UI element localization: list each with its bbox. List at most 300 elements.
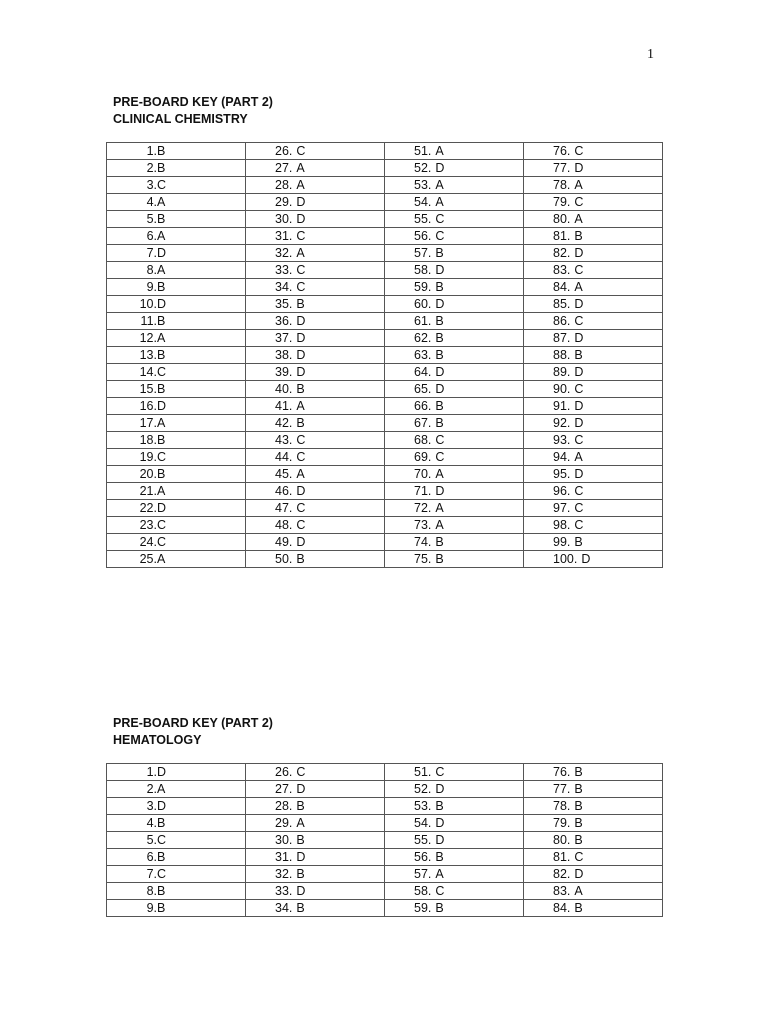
answer-cell (246, 313, 385, 330)
answer-letter: C (574, 144, 584, 158)
table-row (107, 347, 663, 364)
answer-cell (524, 849, 663, 866)
table-row (107, 279, 663, 296)
answer-letter: C (435, 433, 445, 447)
answer-cell (246, 551, 385, 568)
question-number: 45. (275, 467, 293, 481)
table-row (107, 832, 663, 849)
answer-cell (385, 398, 524, 415)
answer-cell (524, 832, 663, 849)
question-number: 29. (275, 816, 293, 830)
answer-letter: B (574, 901, 583, 915)
question-number: 54. (414, 816, 432, 830)
answer-cell (246, 330, 385, 347)
answer-cell (385, 177, 524, 194)
answer-cell (107, 500, 246, 517)
answer-letter: A (435, 518, 444, 532)
answer-cell (246, 900, 385, 917)
question-number: 77. (553, 161, 571, 175)
question-number: 6. (146, 850, 157, 864)
answer-letter: D (296, 195, 306, 209)
answer-letter: D (435, 263, 445, 277)
answer-cell (107, 815, 246, 832)
question-number: 40. (275, 382, 293, 396)
answer-letter: A (157, 331, 166, 345)
answer-cell (524, 279, 663, 296)
question-number: 83. (553, 884, 571, 898)
answer-letter: C (435, 450, 445, 464)
table-row (107, 313, 663, 330)
answer-letter: C (157, 535, 167, 549)
answer-letter: C (435, 765, 445, 779)
answer-cell (385, 466, 524, 483)
answer-letter: B (435, 280, 444, 294)
answer-cell (246, 483, 385, 500)
question-number: 25. (139, 552, 157, 566)
answer-cell (385, 500, 524, 517)
answer-cell (524, 347, 663, 364)
question-number: 11. (140, 314, 157, 328)
answer-cell (385, 313, 524, 330)
question-number: 6. (146, 229, 157, 243)
answer-letter: C (574, 484, 584, 498)
question-number: 29. (275, 195, 293, 209)
question-number: 76. (553, 765, 571, 779)
answer-letter: C (574, 850, 584, 864)
answer-cell (385, 815, 524, 832)
answer-cell (524, 143, 663, 160)
question-number: 43. (275, 433, 293, 447)
answer-letter: D (574, 399, 584, 413)
answer-cell (246, 177, 385, 194)
answer-letter: B (435, 799, 444, 813)
answer-cell (385, 262, 524, 279)
question-number: 85. (553, 297, 571, 311)
question-number: 10. (139, 297, 157, 311)
table-row (107, 143, 663, 160)
section-heading-title: PRE-BOARD KEY (PART 2) (113, 716, 273, 730)
question-number: 71. (414, 484, 432, 498)
question-number: 20. (139, 467, 157, 481)
question-number: 100. (553, 552, 578, 566)
answer-cell (524, 781, 663, 798)
answer-letter: B (296, 867, 305, 881)
answer-letter: B (157, 382, 166, 396)
question-number: 69. (414, 450, 432, 464)
answer-cell (385, 449, 524, 466)
question-number: 13. (139, 348, 157, 362)
answer-cell (385, 194, 524, 211)
answer-cell (524, 330, 663, 347)
table-row (107, 415, 663, 432)
question-number: 90. (553, 382, 571, 396)
answer-cell (524, 815, 663, 832)
question-number: 35. (275, 297, 293, 311)
answer-letter: B (296, 297, 305, 311)
section-heading-title: PRE-BOARD KEY (PART 2) (113, 95, 273, 109)
answer-cell (107, 143, 246, 160)
answer-letter: D (574, 365, 584, 379)
answer-cell (107, 262, 246, 279)
answer-cell (246, 347, 385, 364)
answer-letter: B (435, 246, 444, 260)
question-number: 3. (146, 178, 157, 192)
answer-cell (246, 832, 385, 849)
answer-cell (107, 347, 246, 364)
answer-letter: B (157, 884, 166, 898)
question-number: 30. (275, 833, 293, 847)
answer-cell (524, 883, 663, 900)
answer-letter: B (296, 382, 305, 396)
question-number: 1. (146, 144, 157, 158)
question-number: 18. (139, 433, 157, 447)
answer-letter: D (296, 314, 306, 328)
answer-cell (246, 262, 385, 279)
answer-cell (524, 415, 663, 432)
answer-letter: D (435, 484, 445, 498)
table-row (107, 381, 663, 398)
answer-letter: A (296, 161, 305, 175)
answer-letter: B (574, 765, 583, 779)
answer-cell (246, 211, 385, 228)
answer-cell (246, 296, 385, 313)
answer-cell (107, 245, 246, 262)
answer-letter: B (574, 348, 583, 362)
question-number: 34. (275, 280, 293, 294)
question-number: 2. (146, 782, 157, 796)
question-number: 65. (414, 382, 432, 396)
question-number: 9. (146, 280, 157, 294)
answer-cell (524, 900, 663, 917)
answer-cell (385, 296, 524, 313)
table-row (107, 551, 663, 568)
question-number: 39. (275, 365, 293, 379)
answer-letter: D (296, 850, 306, 864)
question-number: 60. (414, 297, 432, 311)
answer-letter: A (157, 484, 166, 498)
answer-letter: D (435, 816, 445, 830)
answer-letter: A (157, 552, 166, 566)
answer-letter: B (296, 901, 305, 915)
question-number: 77. (553, 782, 571, 796)
question-number: 81. (553, 850, 571, 864)
question-number: 52. (414, 161, 432, 175)
answer-cell (524, 245, 663, 262)
question-number: 52. (414, 782, 432, 796)
answer-cell (524, 551, 663, 568)
answer-letter: B (435, 399, 444, 413)
table-row (107, 245, 663, 262)
answer-cell (385, 381, 524, 398)
answer-letter: C (296, 144, 306, 158)
table-row (107, 517, 663, 534)
section-heading-subject: HEMATOLOGY (113, 733, 202, 747)
question-number: 76. (553, 144, 571, 158)
answer-letter: C (574, 314, 584, 328)
question-number: 98. (553, 518, 571, 532)
answer-cell (107, 551, 246, 568)
answer-cell (524, 466, 663, 483)
table-row (107, 330, 663, 347)
answer-letter: A (435, 144, 444, 158)
answer-letter: B (435, 535, 444, 549)
question-number: 51. (414, 765, 432, 779)
answer-cell (107, 279, 246, 296)
answer-cell (246, 466, 385, 483)
question-number: 17. (139, 416, 157, 430)
answer-letter: A (296, 246, 305, 260)
question-number: 8. (146, 884, 157, 898)
answer-letter: A (435, 195, 444, 209)
answer-letter: A (157, 782, 166, 796)
question-number: 50. (275, 552, 293, 566)
answer-letter: B (157, 467, 166, 481)
answer-letter: B (157, 144, 166, 158)
question-number: 27. (275, 161, 293, 175)
answer-cell (246, 798, 385, 815)
answer-letter: D (157, 765, 167, 779)
answer-letter: D (574, 416, 584, 430)
question-number: 57. (414, 246, 432, 260)
answer-cell (385, 781, 524, 798)
answer-letter: D (296, 212, 306, 226)
question-number: 57. (414, 867, 432, 881)
answer-letter: B (435, 552, 444, 566)
answer-letter: C (296, 765, 306, 779)
answer-letter: B (435, 348, 444, 362)
answer-cell (246, 381, 385, 398)
answer-letter: B (296, 833, 305, 847)
table-row (107, 160, 663, 177)
answer-letter: B (574, 782, 583, 796)
answer-letter: D (574, 867, 584, 881)
answer-cell (107, 296, 246, 313)
answer-letter: D (574, 297, 584, 311)
answer-cell (385, 143, 524, 160)
hematology-section (106, 715, 663, 917)
table-row (107, 432, 663, 449)
answer-cell (385, 900, 524, 917)
answer-letter: D (296, 365, 306, 379)
answer-cell (246, 849, 385, 866)
table-row (107, 398, 663, 415)
answer-cell (385, 245, 524, 262)
answer-cell (524, 449, 663, 466)
answer-letter: A (574, 212, 583, 226)
answer-cell (246, 245, 385, 262)
answer-cell (107, 900, 246, 917)
table-row (107, 815, 663, 832)
answer-letter: C (296, 450, 306, 464)
table-row (107, 177, 663, 194)
answer-letter: D (157, 501, 167, 515)
answer-letter: A (435, 501, 444, 515)
answer-letter: D (435, 833, 445, 847)
answer-letter: B (296, 799, 305, 813)
answer-cell (107, 330, 246, 347)
answer-cell (385, 279, 524, 296)
answer-letter: D (435, 161, 445, 175)
question-number: 67. (414, 416, 432, 430)
answer-cell (385, 228, 524, 245)
answer-cell (385, 883, 524, 900)
answer-letter: C (574, 382, 584, 396)
answer-cell (107, 177, 246, 194)
table-row (107, 798, 663, 815)
question-number: 56. (414, 850, 432, 864)
answer-cell (107, 798, 246, 815)
question-number: 42. (275, 416, 293, 430)
question-number: 33. (275, 884, 293, 898)
answer-cell (107, 160, 246, 177)
question-number: 88. (553, 348, 571, 362)
answer-letter: D (157, 399, 167, 413)
answer-cell (107, 194, 246, 211)
answer-cell (524, 313, 663, 330)
question-number: 1. (146, 765, 157, 779)
question-number: 82. (553, 867, 571, 881)
answer-cell (246, 534, 385, 551)
answer-letter: D (296, 331, 306, 345)
answer-letter: C (157, 450, 167, 464)
answer-letter: D (435, 365, 445, 379)
answer-cell (246, 764, 385, 781)
question-number: 79. (553, 195, 571, 209)
table-row (107, 466, 663, 483)
question-number: 89. (553, 365, 571, 379)
table-row (107, 262, 663, 279)
answer-cell (107, 313, 246, 330)
question-number: 63. (414, 348, 432, 362)
answer-cell (524, 483, 663, 500)
answer-letter: D (296, 348, 306, 362)
answer-letter: C (574, 433, 584, 447)
answer-cell (246, 781, 385, 798)
answer-cell (107, 832, 246, 849)
answer-cell (385, 160, 524, 177)
answer-cell (246, 449, 385, 466)
answer-letter: B (157, 901, 166, 915)
answer-cell (246, 815, 385, 832)
answer-cell (107, 381, 246, 398)
answer-letter: C (157, 518, 167, 532)
question-number: 86. (553, 314, 571, 328)
answer-letter: C (157, 867, 167, 881)
table-row (107, 534, 663, 551)
answer-cell (107, 534, 246, 551)
answer-cell (524, 866, 663, 883)
answer-cell (246, 415, 385, 432)
answer-cell (246, 160, 385, 177)
answer-letter: A (574, 884, 583, 898)
question-number: 28. (275, 799, 293, 813)
question-number: 41. (275, 399, 293, 413)
answer-cell (246, 364, 385, 381)
table-row (107, 364, 663, 381)
answer-cell (385, 330, 524, 347)
question-number: 78. (553, 178, 571, 192)
answer-cell (385, 432, 524, 449)
answer-cell (385, 347, 524, 364)
question-number: 31. (275, 229, 293, 243)
answer-letter: C (574, 501, 584, 515)
answer-letter: B (157, 850, 166, 864)
question-number: 48. (275, 518, 293, 532)
answer-cell (107, 866, 246, 883)
answer-letter: B (574, 816, 583, 830)
question-number: 3. (146, 799, 157, 813)
table-row (107, 211, 663, 228)
question-number: 2. (146, 161, 157, 175)
answer-letter: B (574, 799, 583, 813)
answer-letter: C (574, 263, 584, 277)
answer-letter: A (157, 229, 166, 243)
question-number: 91. (553, 399, 571, 413)
question-number: 80. (553, 212, 571, 226)
answer-letter: D (574, 331, 584, 345)
question-number: 47. (275, 501, 293, 515)
question-number: 21. (139, 484, 157, 498)
answer-letter: B (157, 161, 166, 175)
answer-cell (107, 517, 246, 534)
question-number: 84. (553, 280, 571, 294)
answer-cell (524, 296, 663, 313)
answer-cell (246, 143, 385, 160)
answer-letter: B (157, 280, 166, 294)
answer-cell (385, 849, 524, 866)
answer-letter: C (296, 229, 306, 243)
question-number: 75. (414, 552, 432, 566)
answer-cell (246, 228, 385, 245)
answer-cell (107, 211, 246, 228)
question-number: 64. (414, 365, 432, 379)
answer-letter: B (157, 348, 166, 362)
answer-cell (246, 517, 385, 534)
answer-cell (524, 432, 663, 449)
question-number: 68. (414, 433, 432, 447)
question-number: 7. (146, 867, 157, 881)
answer-letter: A (157, 263, 166, 277)
answer-letter: C (574, 195, 584, 209)
table-row (107, 883, 663, 900)
answer-cell (107, 781, 246, 798)
question-number: 53. (414, 799, 432, 813)
table-row (107, 900, 663, 917)
answer-letter: A (157, 416, 166, 430)
answer-letter: C (157, 833, 167, 847)
question-number: 82. (553, 246, 571, 260)
question-number: 38. (275, 348, 293, 362)
question-number: 74. (414, 535, 432, 549)
question-number: 53. (414, 178, 432, 192)
answer-letter: D (581, 552, 591, 566)
answer-cell (385, 551, 524, 568)
question-number: 72. (414, 501, 432, 515)
answer-cell (524, 381, 663, 398)
question-number: 8. (146, 263, 157, 277)
table-row (107, 449, 663, 466)
question-number: 14. (139, 365, 157, 379)
answer-letter: C (435, 229, 445, 243)
question-number: 46. (275, 484, 293, 498)
answer-cell (246, 866, 385, 883)
question-number: 78. (553, 799, 571, 813)
question-number: 19. (139, 450, 157, 464)
question-number: 28. (275, 178, 293, 192)
answer-letter: A (574, 178, 583, 192)
answer-letter: B (435, 850, 444, 864)
answer-letter: D (435, 382, 445, 396)
